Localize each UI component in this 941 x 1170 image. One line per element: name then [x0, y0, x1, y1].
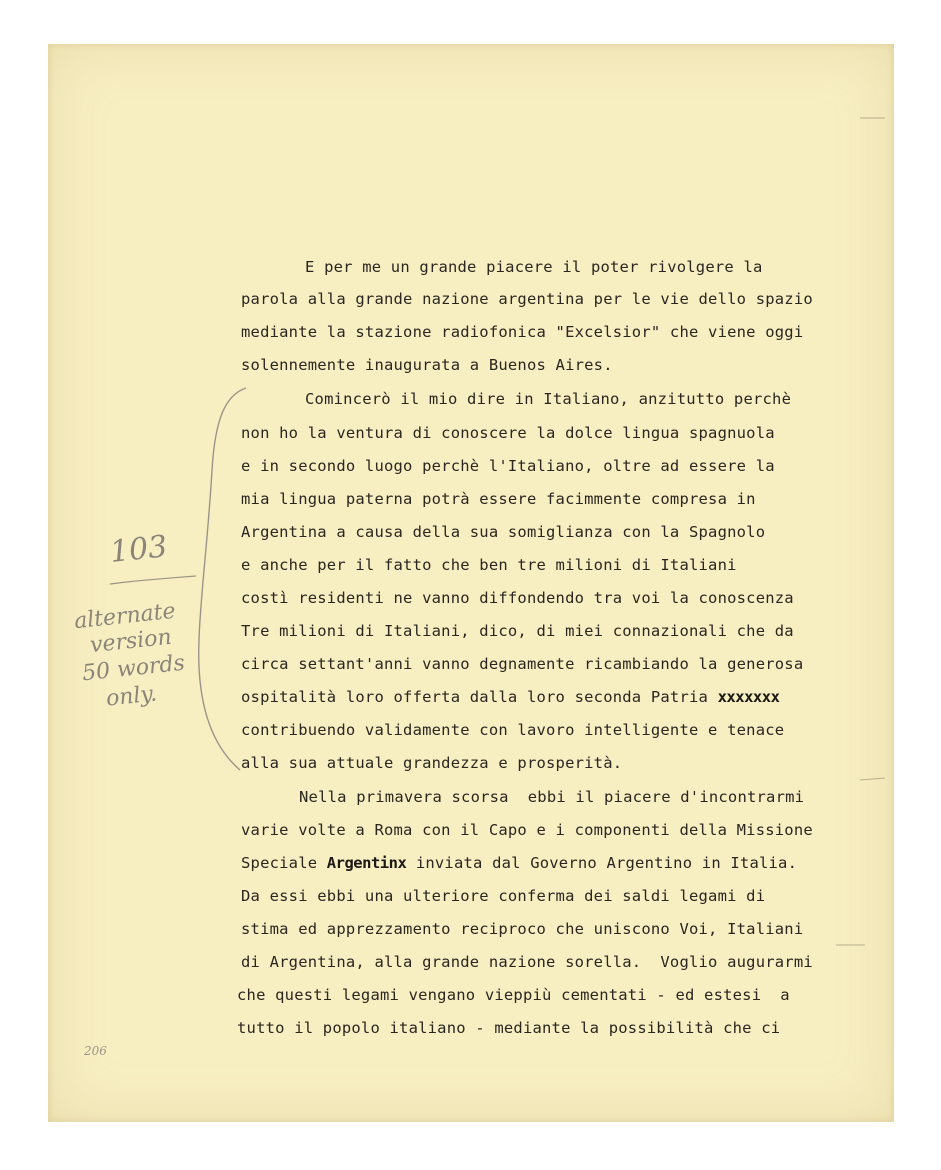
text-line: costì residenti ne vanno diffondendo tra voi la conoscenza [241, 589, 794, 607]
text-line: tutto il popolo italiano - mediante la possibilità che ci [237, 1019, 781, 1037]
margin-note-line: 50 words [80, 650, 186, 687]
margin-note-line: version [88, 624, 173, 659]
text-line: Argentina a causa della sua somiglianza con la Spagnolo [241, 523, 766, 541]
text-line: mia lingua paterna potrà essere facimmente compresa in [241, 490, 756, 508]
text-line: varie volte a Roma con il Capo e i componenti della Missione [241, 821, 813, 839]
text-line: Tre milioni di Italiani, dico, di miei connazionali che da [241, 622, 794, 640]
text-line: mediante la stazione radiofonica "Excelsior" che viene oggi [241, 323, 804, 341]
margin-note-line: only. [104, 681, 159, 712]
text-line: solennemente inaugurata a Buenos Aires. [241, 356, 613, 374]
text-line: Comincerò il mio dire in Italiano, anzitutto perchè [305, 390, 792, 408]
struck-word: xxxxxxx [717, 688, 780, 706]
text-line: e in secondo luogo perchè l'Italiano, oltre ad essere la [241, 457, 775, 475]
text-line: di Argentina, alla grande nazione sorella. Voglio augurarmi [241, 953, 813, 971]
text-line: contribuendo validamente con lavoro intelligente e tenace [241, 721, 785, 739]
text-line: parola alla grande nazione argentina per le vie dello spazio [241, 290, 813, 308]
text-line [241, 688, 779, 706]
text-segment: ospitalità loro offerta dalla loro seconda Patria [241, 688, 718, 706]
typed-page [48, 44, 894, 1122]
text-line: non ho la ventura di conoscere la dolce lingua spagnuola [241, 424, 775, 442]
struck-word: Argentinx [326, 854, 407, 872]
text-line: stima ed apprezzamento reciproco che uniscono Voi, Italiani [241, 920, 804, 938]
text-line [241, 854, 797, 872]
text-segment: Speciale [241, 854, 327, 872]
margin-note-line: alternate [72, 598, 177, 635]
text-line: Nella primavera scorsa ebbi il piacere d'incontrarmi [299, 788, 805, 806]
text-line: alla sua attuale grandezza e prosperità. [241, 754, 623, 772]
text-line: che questi legami vengano vieppiù cementati - ed estesi a [237, 986, 790, 1004]
page-number: 206 [84, 1044, 107, 1058]
text-line: Da essi ebbi una ulteriore conferma dei saldi legami di [241, 887, 766, 905]
text-segment: inviata dal Governo Argentino in Italia. [406, 854, 798, 872]
margin-number: 103 [108, 529, 169, 570]
text-line: E per me un grande piacere il poter rivolgere la [305, 258, 763, 276]
text-line: e anche per il fatto che ben tre milioni di Italiani [241, 556, 737, 574]
text-line: circa settant'anni vanno degnamente ricambiando la generosa [241, 655, 804, 673]
